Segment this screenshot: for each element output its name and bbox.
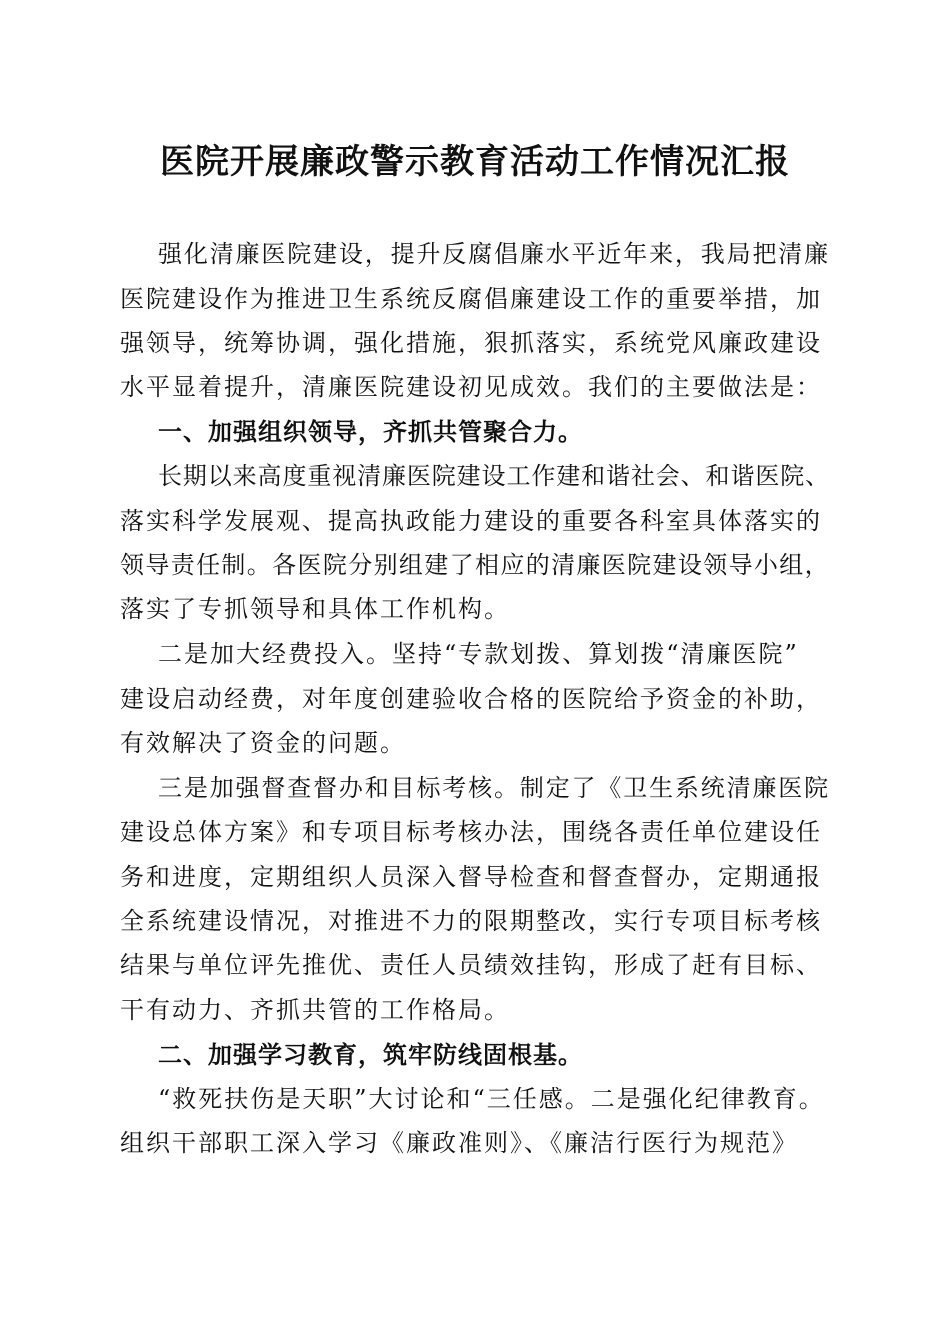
paragraph-section1-line-2: 落实科学发展观、提高执政能力建设的重要各科室具体落实的 (120, 507, 822, 535)
paragraph-funding-line-3: 有效解决了资金的问题。 (120, 729, 406, 757)
paragraph-supervision-line-5: 结果与单位评先推优、责任人员绩效挂钩，形成了赶有目标、 (120, 951, 822, 979)
paragraph-supervision-line-1: 三是加强督查督办和目标考核。制定了《卫生系统清廉医院 (158, 774, 830, 802)
paragraph-intro-line-3: 强领导，统筹协调，强化措施，狠抓落实，系统党风廉政建设 (120, 329, 822, 357)
paragraph-section1-line-1: 长期以来高度重视清廉医院建设工作建和谐社会、和谐医院、 (158, 462, 830, 490)
paragraph-section1-line-4: 落实了专抓领导和具体工作机构。 (120, 595, 510, 623)
paragraph-section2-line-2: 组织干部职工深入学习《廉政准则》、《廉洁行医行为规范》 (120, 1129, 798, 1157)
document-title: 医院开展廉政警示教育活动工作情况汇报 (160, 142, 790, 182)
paragraph-section1-line-3: 领导责任制。各医院分别组建了相应的清廉医院建设领导小组， (120, 551, 830, 579)
paragraph-supervision-line-2: 建设总体方案》和专项目标考核办法，围绕各责任单位建设任 (120, 818, 822, 846)
paragraph-supervision-line-3: 务和进度，定期组织人员深入督导检查和督查督办，定期通报 (120, 863, 822, 891)
section-heading-1: 一、加强组织领导，齐抓共管聚合力。 (158, 418, 583, 446)
paragraph-supervision-line-4: 全系统建设情况，对推进不力的限期整改，实行专项目标考核 (120, 907, 822, 935)
section-heading-2: 二、加强学习教育，筑牢防线固根基。 (158, 1041, 583, 1069)
paragraph-supervision-line-6: 干有动力、齐抓共管的工作格局。 (120, 996, 510, 1024)
paragraph-funding-line-1: 二是加大经费投入。坚持“专款划拨、算划拨“清廉医院” (158, 640, 799, 668)
paragraph-intro-line-2: 医院建设作为推进卫生系统反腐倡廉建设工作的重要举措，加 (120, 285, 822, 313)
paragraph-section2-line-1: “救死扶伤是天职”大讨论和“三任感。二是强化纪律教育。 (158, 1085, 825, 1113)
paragraph-funding-line-2: 建设启动经费，对年度创建验收合格的医院给予资金的补助， (120, 685, 822, 713)
paragraph-intro-line-4: 水平显着提升，清廉医院建设初见成效。我们的主要做法是： (120, 373, 822, 401)
paragraph-intro-line-1: 强化清廉医院建设，提升反腐倡廉水平近年来，我局把清廉 (158, 240, 830, 268)
